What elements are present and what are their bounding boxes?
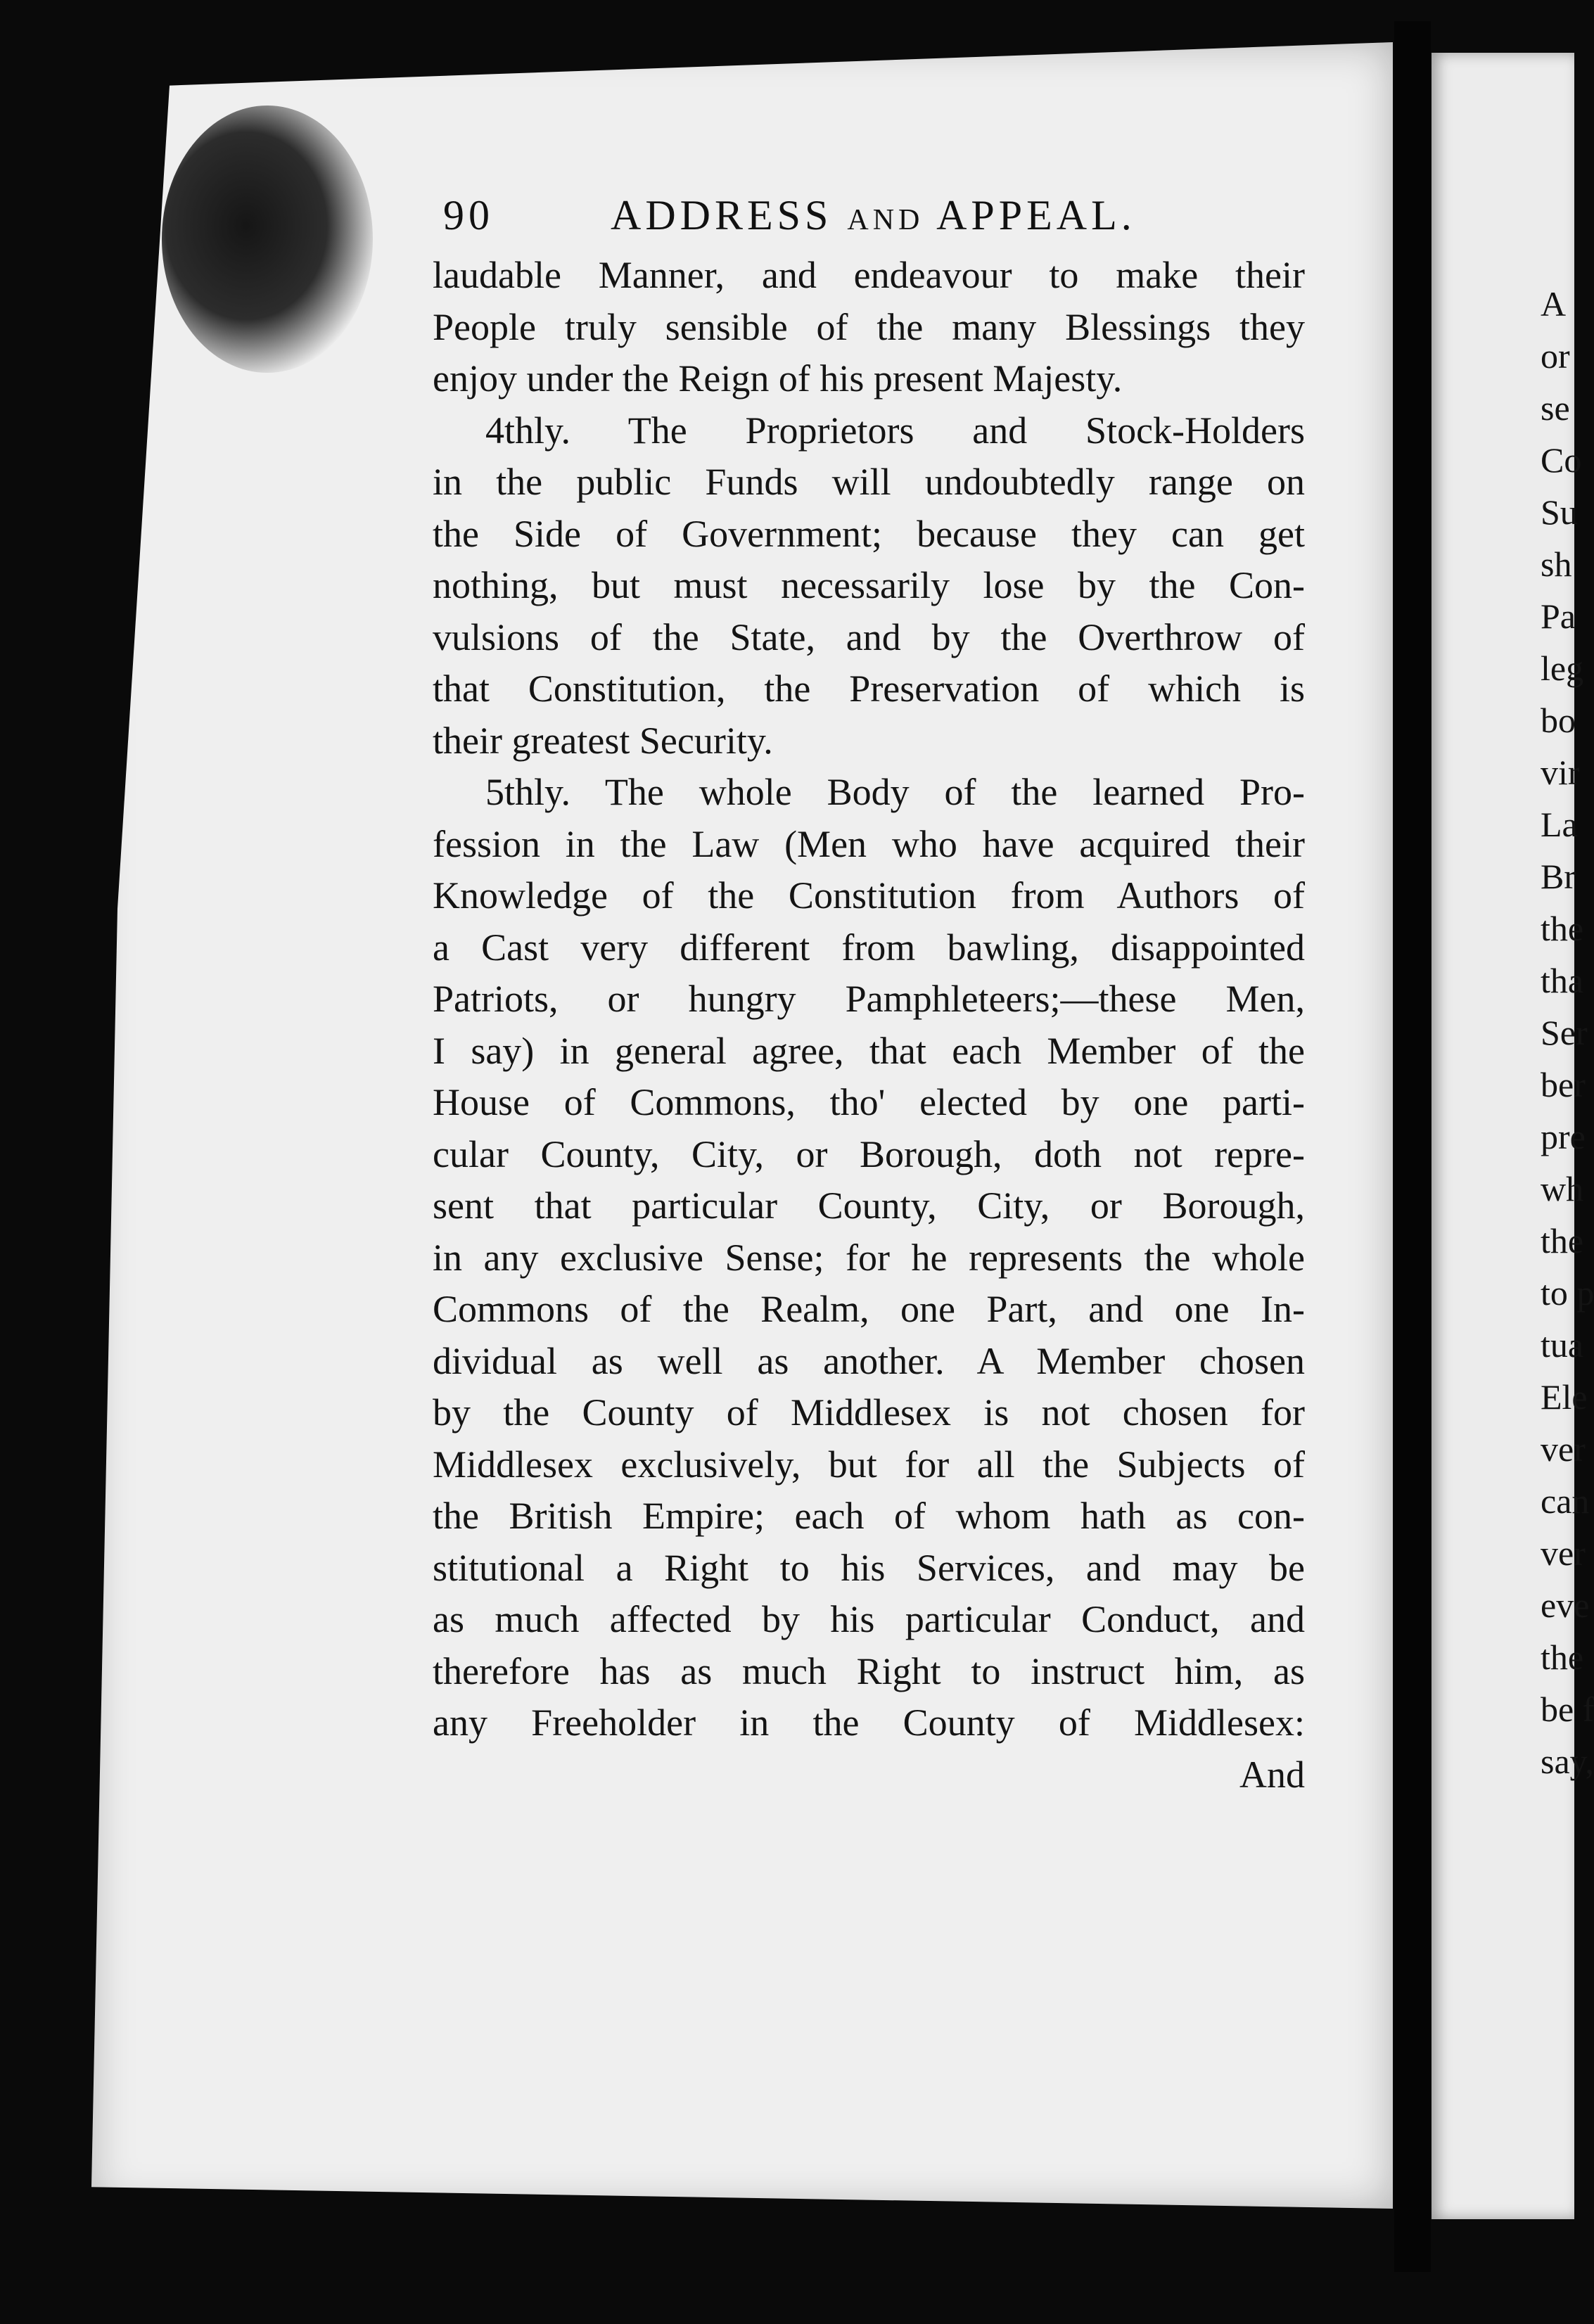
- text-line: therefore has as much Right to instruct him, as: [433, 1649, 1305, 1692]
- right-page-fragment: eve: [1541, 1585, 1590, 1625]
- text-line: Middlesex exclusively, but for all the Subjects of: [433, 1443, 1305, 1486]
- text-line: the Side of Government; because they can get: [433, 512, 1305, 555]
- right-page-fragment: bo: [1541, 701, 1576, 740]
- right-page-fragment: A: [1541, 284, 1567, 324]
- text-line: fession in the Law (Men who have acquired their: [433, 822, 1305, 865]
- text-line: Knowledge of the Constitution from Authors of: [433, 874, 1305, 917]
- text-line: in any exclusive Sense; for he represents the whole: [433, 1236, 1305, 1279]
- right-page-fragment: tua: [1541, 1325, 1584, 1365]
- right-page-fragment: Br: [1541, 857, 1576, 896]
- text-line: I say) in general agree, that each Member of the: [433, 1029, 1305, 1072]
- right-page-fragment: Ser: [1541, 1013, 1588, 1052]
- text-line: cular County, City, or Borough, doth not repre-: [433, 1132, 1305, 1175]
- page-number: 90: [443, 192, 494, 238]
- text-line: the British Empire; each of whom hath as con-: [433, 1495, 1305, 1537]
- text-line: stitutional a Right to his Services, and may be: [433, 1546, 1305, 1589]
- text-line: in the public Funds will undoubtedly range on: [433, 461, 1305, 503]
- running-head: ADDRESS and APPEAL.: [611, 192, 1136, 238]
- text-line: by the County of Middlesex is not chosen for: [433, 1391, 1305, 1434]
- text-line: 4thly. The Proprietors and Stock-Holders: [485, 409, 1305, 452]
- right-page-fragment: or: [1541, 336, 1570, 376]
- text-line: vulsions of the State, and by the Overthrow of: [433, 615, 1305, 658]
- text-line: as much affected by his particular Conduct, and: [433, 1598, 1305, 1640]
- right-page-fragment: the: [1541, 909, 1584, 948]
- right-page-fragment: ver: [1541, 1429, 1586, 1469]
- right-page-fragment: Pa: [1541, 596, 1576, 636]
- right-page-fragment: vir: [1541, 753, 1580, 792]
- text-line: 5thly. The whole Body of the learned Pro-: [485, 771, 1305, 813]
- text-line: dividual as well as another. A Member chosen: [433, 1339, 1305, 1382]
- body-text: [433, 250, 1305, 1801]
- right-page-fragment: leg: [1541, 649, 1584, 688]
- right-page-fragment: be f: [1541, 1690, 1594, 1729]
- right-page-fragment: the: [1541, 1637, 1584, 1677]
- right-page-fragment: sh: [1541, 544, 1572, 584]
- text-line: nothing, but must necessarily lose by the Con-: [433, 564, 1305, 606]
- right-page-fragment: La: [1541, 805, 1578, 844]
- text-line: that Constitution, the Preservation of which is: [433, 668, 1305, 710]
- right-page-fragment: se: [1541, 388, 1570, 428]
- right-page-fragment: ber: [1541, 1065, 1586, 1104]
- right-page-fragment: pre: [1541, 1117, 1586, 1156]
- right-page-fragment: Ele: [1541, 1377, 1588, 1417]
- page-header: [443, 191, 1203, 248]
- right-page-fragment: Su: [1541, 492, 1578, 532]
- right-page-fragment: to p: [1541, 1273, 1594, 1313]
- right-page-fragment: say,: [1541, 1742, 1594, 1781]
- right-page-fragment: the: [1541, 1221, 1584, 1260]
- text-line: sent that particular County, City, or Borough,: [433, 1185, 1305, 1227]
- right-page-fragment: can: [1541, 1481, 1590, 1521]
- right-page-fragment: ver: [1541, 1533, 1586, 1573]
- right-page-fragment: wh: [1541, 1169, 1584, 1208]
- text-line: Patriots, or hungry Pamphleteers;—these Men,: [433, 978, 1305, 1020]
- right-page-fragment: tha: [1541, 961, 1584, 1000]
- text-line: enjoy under the Reign of his present Majesty.: [433, 357, 1123, 400]
- book-gutter: [1394, 21, 1431, 2272]
- catchword: And: [1239, 1753, 1305, 1796]
- right-page-fragment: Co: [1541, 440, 1582, 480]
- text-line: their greatest Security.: [433, 719, 773, 762]
- ink-smudge: [162, 106, 373, 373]
- text-line: laudable Manner, and endeavour to make their: [433, 254, 1305, 296]
- right-page-fragments: [1541, 278, 1594, 1787]
- text-line: House of Commons, tho' elected by one parti-: [433, 1081, 1305, 1123]
- text-line: Commons of the Realm, one Part, and one In-: [433, 1288, 1305, 1330]
- text-line: a Cast very different from bawling, disappointed: [433, 926, 1305, 969]
- text-line: People truly sensible of the many Blessings they: [433, 305, 1305, 348]
- text-line: any Freeholder in the County of Middlesex:: [433, 1702, 1305, 1744]
